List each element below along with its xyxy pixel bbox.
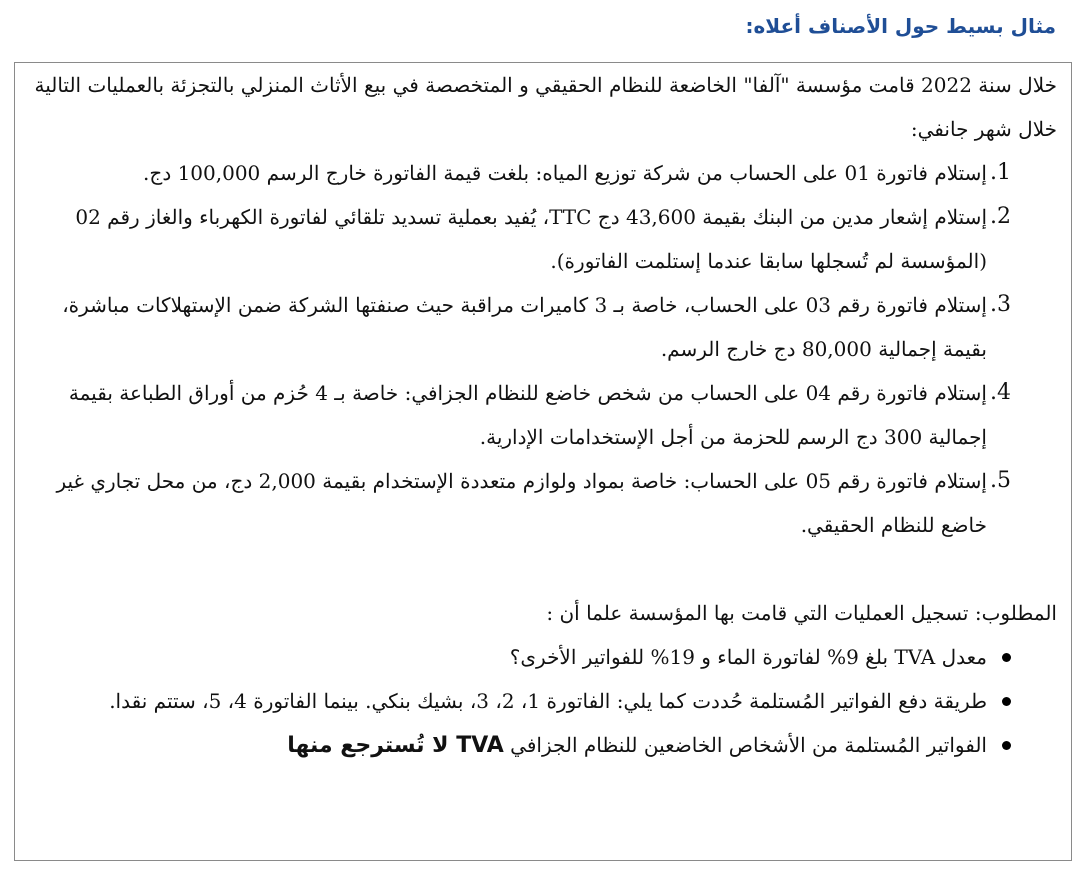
notes-list	[31, 635, 1057, 768]
bullet-icon	[1002, 697, 1011, 706]
operations-list	[31, 151, 1057, 547]
item-text: إستلام فاتورة رقم 05 على الحساب: خاصة بمواد ولوازم متعددة الإستخدام بقيمة 2,000 دج، من محل تجاري غير خاضع للنظام الحقيقي.	[56, 469, 987, 537]
list-item	[31, 459, 1057, 547]
requirement-line: المطلوب: تسجيل العمليات التي قامت بها المؤسسة علما أن :	[546, 601, 1057, 625]
list-item	[31, 195, 1057, 283]
list-item	[31, 723, 1057, 768]
spacer	[31, 547, 1057, 591]
section-title: مثال بسيط حول الأصناف أعلاه:	[745, 14, 1056, 38]
item-text: إستلام فاتورة رقم 04 على الحساب من شخص خاضع للنظام الجزافي: خاصة بـ 4 حُزم من أوراق الطباعة بقيمة إجمالية 300 دج الرسم للحزمة من أجل الإستخدامات الإدارية.	[68, 381, 987, 449]
item-number: 3.	[990, 292, 1011, 317]
item-number: 2.	[990, 204, 1011, 229]
note-text: طريقة دفع الفواتير المُستلمة حُددت كما يلي: الفاتورة 1، 2، 3، بشيك بنكي. بينما الفاتورة 4، 5، ستتم نقدا.	[109, 689, 987, 713]
bullet-icon	[1002, 653, 1011, 662]
item-text: إستلام فاتورة 01 على الحساب من شركة توزيع المياه: بلغت قيمة الفاتورة خارج الرسم 100,000 دج.	[143, 161, 987, 185]
item-number: 4.	[990, 380, 1011, 405]
list-item	[31, 151, 1057, 195]
note-text: الفواتير المُستلمة من الأشخاص الخاضعين للنظام الجزافي	[510, 733, 987, 757]
bullet-icon	[1002, 741, 1011, 750]
list-item	[31, 635, 1057, 679]
exercise-box	[14, 62, 1072, 861]
item-number: 1.	[990, 160, 1011, 185]
list-item	[31, 283, 1057, 371]
item-text: إستلام إشعار مدين من البنك بقيمة 43,600 دج TTC، يُفيد بعملية تسديد تلقائي لفاتورة الكهرباء والغاز رقم 02 (المؤسسة لم تُسجلها سابقا عندما إستلمت الفاتورة).	[75, 205, 987, 273]
list-item	[31, 371, 1057, 459]
intro-paragraph: خلال سنة 2022 قامت مؤسسة "آلفا" الخاضعة للنظام الحقيقي و المتخصصة في بيع الأثاث المنزلي بالتجزئة بالعمليات التالية خلال شهر جانفي:	[34, 73, 1057, 141]
item-text: إستلام فاتورة رقم 03 على الحساب، خاصة بـ 3 كاميرات مراقبة حيث صنفتها الشركة ضمن الإستهلاكات مباشرة، بقيمة إجمالية 80,000 دج خارج الرسم.	[62, 293, 987, 361]
list-item	[31, 679, 1057, 723]
item-number: 5.	[990, 468, 1011, 493]
note-text: معدل TVA بلغ 9% لفاتورة الماء و 19% للفواتير الأخرى؟	[509, 645, 987, 669]
note-emphasis: TVA لا تُسترجع منها	[287, 733, 504, 758]
